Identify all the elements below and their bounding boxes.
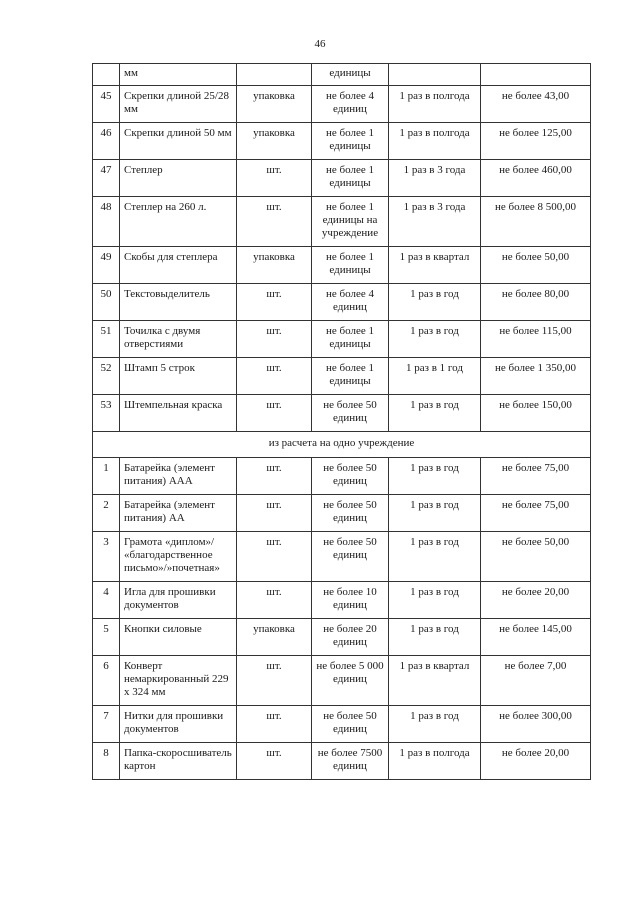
table-row (93, 706, 591, 743)
cell-period: 1 раз в полгода (389, 86, 481, 123)
cell-name: Штемпельная краска (120, 395, 237, 432)
cell-period: 1 раз в год (389, 458, 481, 495)
cell-quantity: не более 1 единицы (312, 123, 389, 160)
table-row (93, 582, 591, 619)
cell-quantity: не более 50 единиц (312, 532, 389, 582)
cell-unit: шт. (237, 160, 312, 197)
cell-quantity: не более 4 единиц (312, 284, 389, 321)
cell-period: 1 раз в 1 год (389, 358, 481, 395)
cell-price: не более 300,00 (481, 706, 591, 743)
cell-quantity: единицы (312, 64, 389, 86)
table-row (93, 458, 591, 495)
cell-name: Грамота «диплом»/ «благодарственное письмо»/»почетная» (120, 532, 237, 582)
cell-number: 8 (93, 743, 120, 780)
cell-price: не более 145,00 (481, 619, 591, 656)
cell-name: Папка-скоросшиватель картон (120, 743, 237, 780)
cell-price: не более 7,00 (481, 656, 591, 706)
cell-number: 1 (93, 458, 120, 495)
table-row (93, 358, 591, 395)
cell-name: Батарейка (элемент питания) ААА (120, 458, 237, 495)
table-row (93, 743, 591, 780)
cell-number: 49 (93, 247, 120, 284)
cell-unit: упаковка (237, 247, 312, 284)
cell-name: Кнопки силовые (120, 619, 237, 656)
cell-unit: шт. (237, 582, 312, 619)
cell-unit: шт. (237, 458, 312, 495)
cell-period: 1 раз в год (389, 619, 481, 656)
cell-quantity: не более 20 единиц (312, 619, 389, 656)
cell-price (481, 64, 591, 86)
cell-price: не более 75,00 (481, 495, 591, 532)
cell-quantity: не более 50 единиц (312, 458, 389, 495)
cell-period: 1 раз в год (389, 582, 481, 619)
table-row (93, 395, 591, 432)
cell-number: 4 (93, 582, 120, 619)
cell-number: 5 (93, 619, 120, 656)
page-number: 46 (314, 38, 326, 50)
cell-name: Текстовыделитель (120, 284, 237, 321)
cell-price: не более 75,00 (481, 458, 591, 495)
cell-unit: шт. (237, 706, 312, 743)
cell-number: 46 (93, 123, 120, 160)
cell-price: не более 43,00 (481, 86, 591, 123)
table-row (93, 284, 591, 321)
cell-name: Степлер на 260 л. (120, 197, 237, 247)
cell-price: не более 115,00 (481, 321, 591, 358)
cell-name: Скрепки длиной 25/28 мм (120, 86, 237, 123)
cell-unit: шт. (237, 321, 312, 358)
cell-name: Нитки для прошивки документов (120, 706, 237, 743)
cell-name: мм (120, 64, 237, 86)
cell-period: 1 раз в 3 года (389, 197, 481, 247)
table-row (93, 86, 591, 123)
cell-unit: шт. (237, 532, 312, 582)
cell-quantity: не более 50 единиц (312, 706, 389, 743)
cell-unit (237, 64, 312, 86)
cell-period: 1 раз в полгода (389, 743, 481, 780)
cell-quantity: не более 4 единиц (312, 86, 389, 123)
cell-period: 1 раз в полгода (389, 123, 481, 160)
cell-name: Степлер (120, 160, 237, 197)
cell-quantity: не более 1 единицы (312, 358, 389, 395)
cell-price: не более 150,00 (481, 395, 591, 432)
cell-quantity: не более 1 единицы (312, 160, 389, 197)
cell-unit: шт. (237, 656, 312, 706)
cell-unit: шт. (237, 395, 312, 432)
cell-price: не более 80,00 (481, 284, 591, 321)
cell-unit: упаковка (237, 123, 312, 160)
cell-unit: шт. (237, 743, 312, 780)
cell-period: 1 раз в год (389, 532, 481, 582)
section-title: из расчета на одно учреждение (93, 432, 591, 458)
cell-price: не более 20,00 (481, 743, 591, 780)
table-row (93, 160, 591, 197)
cell-period: 1 раз в год (389, 321, 481, 358)
table-row (93, 495, 591, 532)
cell-quantity: не более 1 единицы на учреждение (312, 197, 389, 247)
cell-quantity: не более 1 единицы (312, 321, 389, 358)
table-row (93, 247, 591, 284)
cell-number: 51 (93, 321, 120, 358)
cell-number: 45 (93, 86, 120, 123)
cell-name: Штамп 5 строк (120, 358, 237, 395)
cell-name: Точилка с двумя отверстиями (120, 321, 237, 358)
cell-quantity: не более 5 000 единиц (312, 656, 389, 706)
table-row (93, 619, 591, 656)
cell-price: не более 20,00 (481, 582, 591, 619)
cell-name: Скрепки длиной 50 мм (120, 123, 237, 160)
cell-price: не более 8 500,00 (481, 197, 591, 247)
table-row (93, 123, 591, 160)
cell-name: Игла для прошивки документов (120, 582, 237, 619)
cell-number: 3 (93, 532, 120, 582)
cell-quantity: не более 50 единиц (312, 495, 389, 532)
cell-number: 50 (93, 284, 120, 321)
cell-period: 1 раз в год (389, 284, 481, 321)
cell-number: 7 (93, 706, 120, 743)
cell-period (389, 64, 481, 86)
cell-period: 1 раз в квартал (389, 247, 481, 284)
cell-unit: шт. (237, 197, 312, 247)
cell-quantity: не более 50 единиц (312, 395, 389, 432)
continuation-row (93, 64, 591, 86)
cell-unit: шт. (237, 284, 312, 321)
table-row (93, 532, 591, 582)
cell-price: не более 50,00 (481, 532, 591, 582)
cell-period: 1 раз в год (389, 395, 481, 432)
cell-period: 1 раз в 3 года (389, 160, 481, 197)
cell-quantity: не более 7500 единиц (312, 743, 389, 780)
cell-number: 48 (93, 197, 120, 247)
table-row (93, 197, 591, 247)
cell-period: 1 раз в квартал (389, 656, 481, 706)
supplies-table (92, 63, 591, 780)
cell-price: не более 460,00 (481, 160, 591, 197)
cell-number: 53 (93, 395, 120, 432)
cell-name: Конверт немаркированный 229 х 324 мм (120, 656, 237, 706)
cell-number: 2 (93, 495, 120, 532)
section-row (93, 432, 591, 458)
cell-unit: шт. (237, 358, 312, 395)
cell-quantity: не более 1 единицы (312, 247, 389, 284)
cell-price: не более 1 350,00 (481, 358, 591, 395)
supplies-table-body (93, 64, 591, 780)
cell-unit: упаковка (237, 619, 312, 656)
cell-price: не более 125,00 (481, 123, 591, 160)
cell-name: Батарейка (элемент питания) АА (120, 495, 237, 532)
cell-period: 1 раз в год (389, 495, 481, 532)
cell-quantity: не более 10 единиц (312, 582, 389, 619)
table-row (93, 321, 591, 358)
cell-number: 47 (93, 160, 120, 197)
cell-number (93, 64, 120, 86)
cell-number: 6 (93, 656, 120, 706)
table-row (93, 656, 591, 706)
cell-unit: упаковка (237, 86, 312, 123)
cell-price: не более 50,00 (481, 247, 591, 284)
cell-period: 1 раз в год (389, 706, 481, 743)
cell-number: 52 (93, 358, 120, 395)
cell-unit: шт. (237, 495, 312, 532)
cell-name: Скобы для степлера (120, 247, 237, 284)
